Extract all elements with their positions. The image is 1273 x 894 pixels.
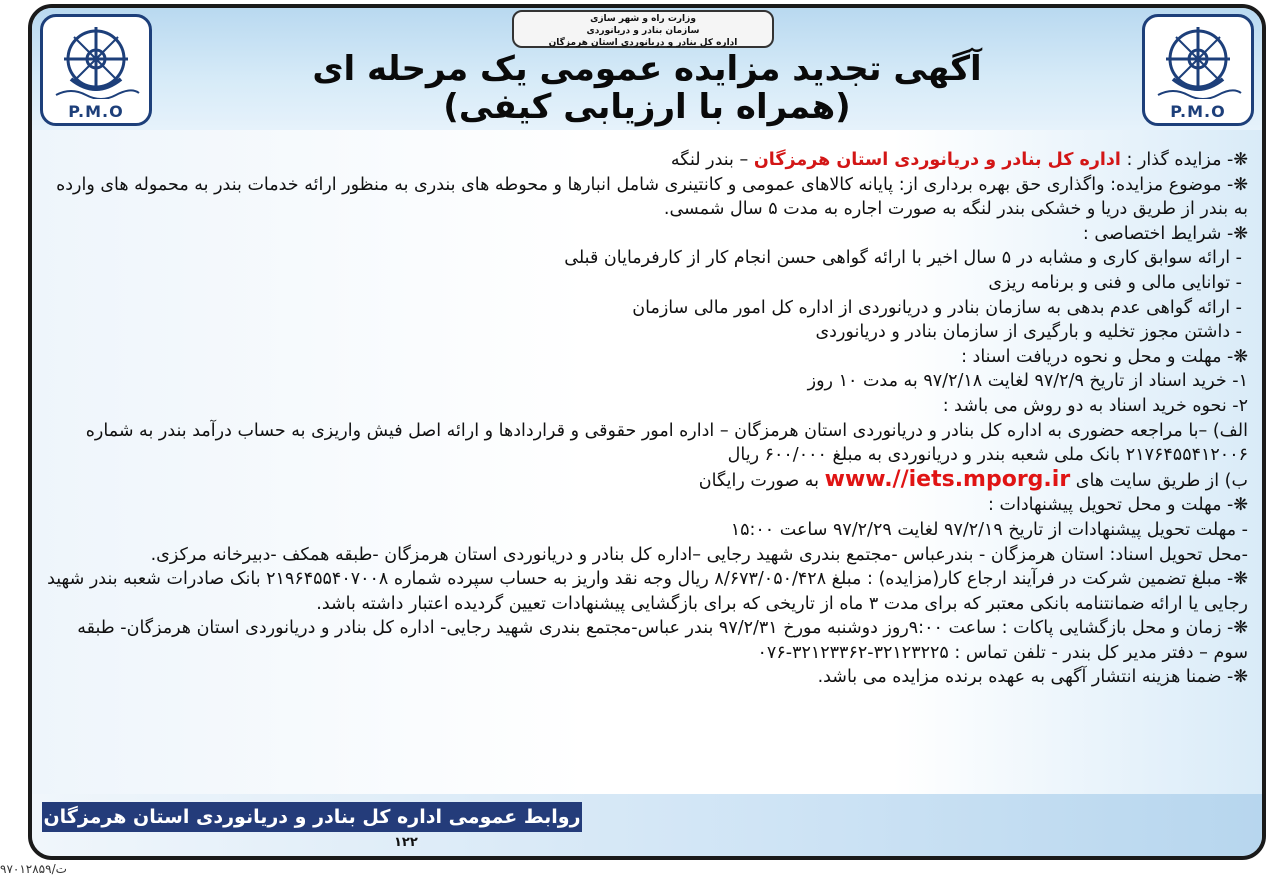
ministry-header-box bbox=[512, 10, 774, 48]
anchor-wheel-icon bbox=[1153, 21, 1243, 99]
logo-text: P.M.O bbox=[1170, 102, 1226, 121]
pmo-logo-right bbox=[1142, 14, 1254, 126]
condition-item: - ارائه گواهی عدم بدهی به سازمان بنادر و دریانوردی از اداره کل امور مالی سازمان bbox=[632, 297, 1242, 318]
ministry-line: اداره کل بنادر و دریانوردی استان هرمزگان bbox=[548, 38, 738, 48]
notice-header bbox=[32, 8, 1262, 130]
auctioneer-suffix: – بندر لنگه bbox=[670, 150, 749, 170]
auctioneer-line bbox=[46, 148, 1248, 173]
deadline-heading: ❋- مهلت و محل و نحوه دریافت اسناد : bbox=[961, 346, 1248, 367]
proposals-heading: ❋- مهلت و محل تحویل پیشنهادات : bbox=[988, 495, 1248, 516]
ministry-line: سازمان بنادر و دریانوردی bbox=[586, 26, 700, 36]
opening-paragraph: ❋- زمان و محل بازگشایی پاکات : ساعت ۹:۰۰روز دوشنبه مورخ ۹۷/۲/۳۱ بندر عباس-مجتمع بندری شهید رجایی- اداره کل بنادر و دریانوردی استان هرمزگان- طبقه سوم – دفتر مدیر کل بندر - تلفن تماس : ۳۲۱۲۳۲۲۵-۳۲۱۲۳۳۶۲-۰۷۶ bbox=[77, 618, 1248, 663]
method-b-suffix: به صورت رایگان bbox=[698, 470, 820, 491]
purchase-period: ۱- خرید اسناد از تاریخ ۹۷/۲/۹ لغایت ۹۷/۲/۱۸ به مدت ۱۰ روز bbox=[807, 371, 1248, 392]
title-line-1: آگهی تجدید مزایده عمومی یک مرحله ای bbox=[312, 49, 982, 89]
ministry-line: وزارت راه و شهر سازی bbox=[590, 14, 696, 24]
cost-note: ❋- ضمنا هزینه انتشار آگهی به عهده برنده مزایده می باشد. bbox=[817, 667, 1248, 688]
reference-number: ت/۹۷۰۱۲۸۵۹ bbox=[0, 862, 67, 876]
auctioneer-label: ❋- مزایده گذار : bbox=[1126, 150, 1248, 170]
notice-body bbox=[46, 148, 1248, 690]
public-relations-signature: روابط عمومی اداره کل بنادر و دریانوردی استان هرمزگان bbox=[42, 802, 582, 832]
page-title bbox=[182, 50, 1112, 126]
subject-paragraph: ❋- موضوع مزایده: واگذاری حق بهره برداری از: پایانه کالاهای عمومی و کانتینری شامل انبارها و محوطه های بندری به منظور ارائه خدمات بندر به محموله های وارده به بندر از طریق دریا و خشکی بندر لنگه به صورت اجاره به مدت ۵ سال شمسی. bbox=[56, 174, 1248, 220]
website-link[interactable]: www.//iets.mporg.ir bbox=[824, 466, 1071, 492]
notice-footer bbox=[32, 794, 1262, 856]
pmo-logo-left bbox=[40, 14, 152, 126]
guarantee-paragraph: ❋- مبلغ تضمین شرکت در فرآیند ارجاع کار(مزایده) : مبلغ ۸/۶۷۳/۰۵۰/۴۲۸ ریال وجه نقد واریز به حساب سپرده شماره ۲۱۹۶۴۵۵۴۰۷۰۰۸ بانک صادرات شعبه بندر شهید رجایی یا ارائه ضمانتنامه بانکی معتبر که برای مدت ۳ ماه از تاریخی که برای بازگشایی پیشنهادات تعیین گردیده اعتبار داشته باشد. bbox=[47, 569, 1248, 614]
condition-item: - توانایی مالی و فنی و برنامه ریزی bbox=[988, 272, 1242, 293]
logo-text: P.M.O bbox=[68, 102, 124, 121]
delivery-place: -محل تحویل اسناد: استان هرمزگان - بندرعباس -مجتمع بندری شهید رجایی –اداره کل بنادر و دریانوردی استان هرمزگان -طبقه همکف -دبیرخانه مرکزی. bbox=[150, 544, 1248, 565]
auctioneer-name: اداره کل بنادر و دریانوردی استان هرمزگان bbox=[753, 150, 1121, 170]
proposals-deadline: - مهلت تحویل پیشنهادات از تاریخ ۹۷/۲/۱۹ لغایت ۹۷/۲/۲۹ ساعت ۱۵:۰۰ bbox=[730, 519, 1248, 540]
anchor-wheel-icon bbox=[51, 21, 141, 99]
notice-frame bbox=[28, 4, 1266, 860]
special-conditions-heading: ❋- شرایط اختصاصی : bbox=[1082, 223, 1248, 244]
condition-item: - ارائه سوابق کاری و مشابه در ۵ سال اخیر با ارائه گواهی حسن انجام کار از کارفرمایان قبلی bbox=[564, 248, 1242, 269]
purchase-method: ۲- نحوه خرید اسناد به دو روش می باشد : bbox=[942, 395, 1248, 416]
condition-item: - داشتن مجوز تخلیه و بارگیری از سازمان بنادر و دریانوردی bbox=[815, 322, 1242, 343]
title-line-2: (همراه با ارزیابی کیفی) bbox=[443, 87, 851, 127]
method-b-prefix: ب) از طریق سایت های bbox=[1075, 470, 1248, 491]
method-a: الف) –با مراجعه حضوری به اداره کل بنادر و دریانوردی استان هرمزگان – اداره امور حقوقی و قراردادها و ارائه اصل فیش واریزی به حساب درآمد بندر به شماره ۲۱۷۶۴۵۵۴۱۲۰۰۶ بانک ملی شعبه بندر و دریانوردی به مبلغ ۶۰۰/۰۰۰ ریال bbox=[85, 420, 1248, 466]
method-b-line bbox=[46, 468, 1248, 494]
page-number: ۱۲۲ bbox=[394, 835, 418, 850]
